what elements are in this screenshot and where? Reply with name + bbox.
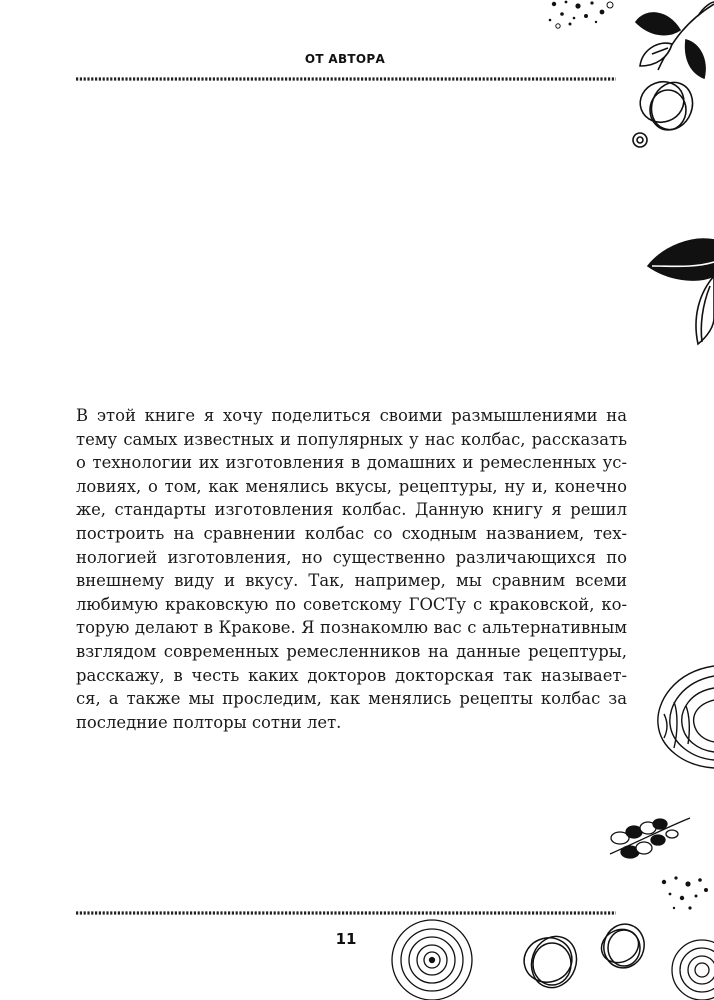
basil-leaf-icon bbox=[644, 226, 714, 356]
text-line: нологией изготовления, но существенно различающихся по bbox=[76, 547, 627, 567]
text-line: тему самых известных и популярных у нас колбас, рассказать bbox=[76, 429, 627, 449]
rings-icon bbox=[628, 76, 714, 156]
text-line: В этой книге я хочу поделиться своими размышлениями на bbox=[76, 406, 627, 425]
text-line: о технологии их изготовления в домашних и ремесленных ус- bbox=[76, 453, 627, 473]
text-line: любимую краковскую по советскому ГОСТу с краковской, ко- bbox=[76, 594, 627, 614]
text-line: торую делают в Кракове. Я познакомлю вас с альтернативным bbox=[76, 618, 627, 638]
top-dotted-rule bbox=[76, 76, 616, 82]
page-number: 11 bbox=[335, 930, 357, 948]
text-line: ловиях, о том, как менялись вкусы, рецептуры, ну и, конечно bbox=[76, 476, 627, 496]
onion-icon bbox=[654, 662, 714, 772]
pepper-dots-icon bbox=[540, 0, 620, 30]
rings-icon bbox=[594, 916, 654, 978]
text-line: построить на сравнении колбас со сходным названием, тех- bbox=[76, 523, 627, 543]
text-line: же, стандарты изготовления колбас. Данную книгу я решил bbox=[76, 500, 627, 520]
text-line: ся, а также мы проследим, как менялись рецепты колбас за bbox=[76, 689, 627, 709]
text-line: расскажу, в честь каких докторов докторская так называет- bbox=[76, 665, 627, 685]
onion-slice-icon bbox=[386, 912, 482, 1000]
page-header: ОТ АВТОРА bbox=[304, 52, 386, 66]
leaf-sprig-icon bbox=[628, 0, 714, 86]
pepper-dots-icon bbox=[654, 872, 714, 916]
rings-icon bbox=[512, 916, 592, 1000]
herb-sprig-icon bbox=[600, 808, 692, 868]
onion-slice-icon bbox=[652, 916, 714, 1000]
body-text bbox=[76, 404, 627, 734]
text-line: последние полторы сотни лет. bbox=[76, 712, 342, 732]
text-line: взглядом современных ремесленников на данные рецептуры, bbox=[76, 641, 627, 661]
text-line: внешнему виду и вкусу. Так, например, мы сравним всеми bbox=[76, 571, 627, 591]
